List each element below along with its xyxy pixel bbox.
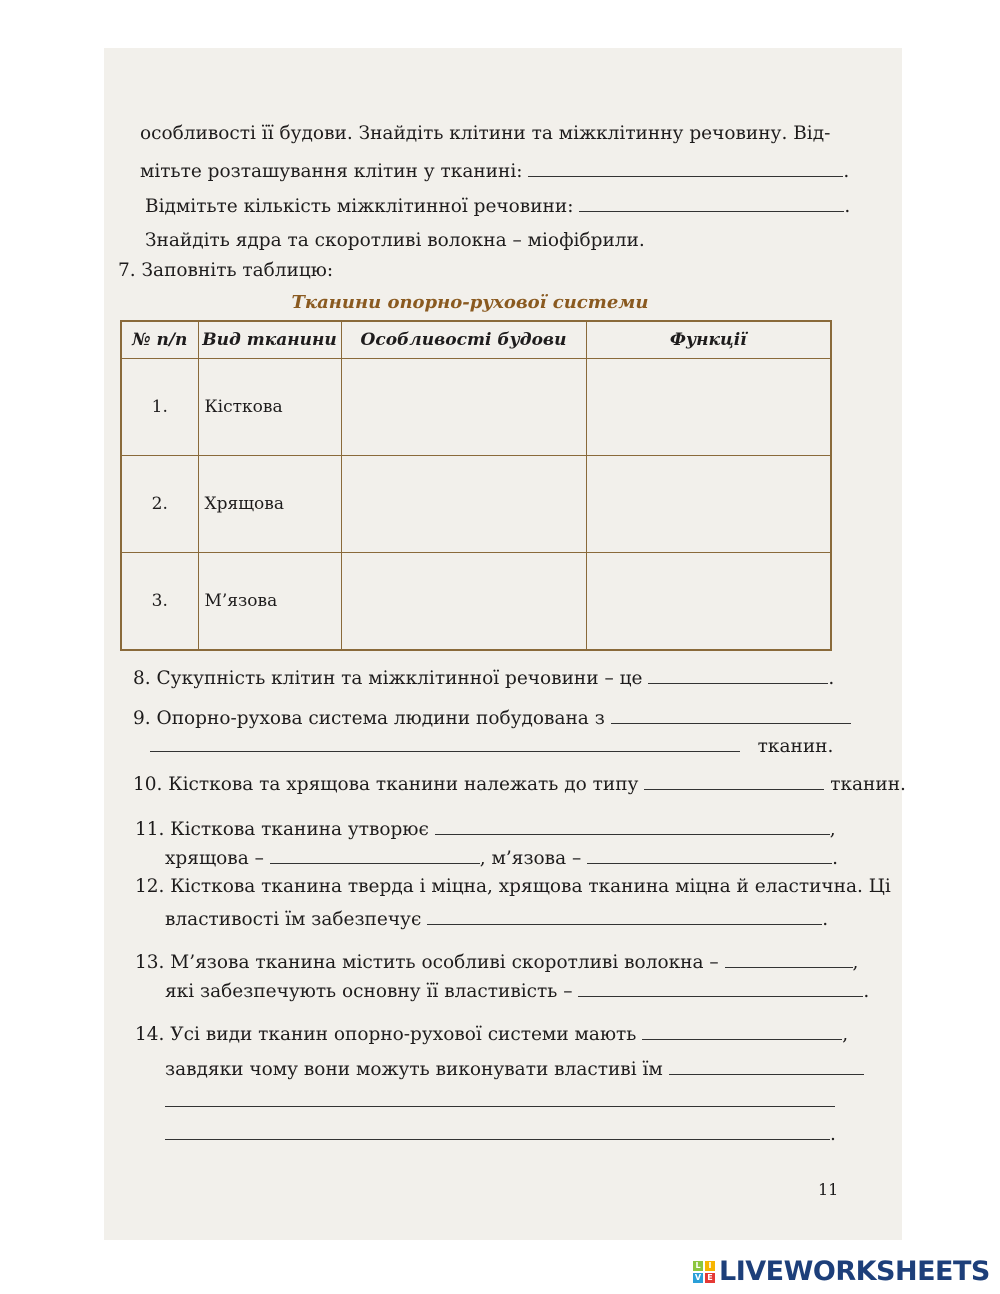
label: 13. М’язова тканина містить особливі скоротливі волокна – <box>135 952 719 973</box>
answer-blank[interactable] <box>165 1090 835 1107</box>
label: 8. Сукупність клітин та міжклітинної речовини – це <box>133 668 643 689</box>
answer-blank[interactable] <box>150 735 740 752</box>
header-cell: Функції <box>586 321 831 359</box>
label: завдяки чому вони можуть виконувати властиві їм <box>165 1059 663 1080</box>
label: властивості їм забезпечує <box>165 909 422 930</box>
question-10 <box>133 773 906 797</box>
answer-blank[interactable] <box>587 847 832 864</box>
question-12: 12. Кісткова тканина тверда і міцна, хрящова тканина міцна й еластична. Ці <box>135 876 891 897</box>
answer-blank[interactable] <box>578 980 863 997</box>
tissue-type: Кісткова <box>198 359 341 456</box>
label: 10. Кісткова та хрящова тканини належать до типу <box>133 774 639 795</box>
tissue-type: Хрящова <box>198 456 341 553</box>
question-13-cont: які забезпечують основну її властивість – . <box>165 981 870 1002</box>
function-cell[interactable] <box>586 553 831 651</box>
table-header <box>121 321 831 359</box>
table-row <box>121 553 831 651</box>
question-14-line <box>165 1090 835 1114</box>
question-8: 8. Сукупність клітин та міжклітинної речовини – це . <box>133 668 835 689</box>
logo-icon: L I V E <box>692 1260 716 1284</box>
function-cell[interactable] <box>586 456 831 553</box>
answer-blank[interactable] <box>165 1123 830 1140</box>
question-12-cont: властивості їм забезпечує . <box>165 909 829 930</box>
label: 9. Опорно-рухова система людини побудована з <box>133 708 605 729</box>
table-row <box>121 359 831 456</box>
question-13: 13. М’язова тканина містить особливі скоротливі волокна – , <box>135 952 859 973</box>
answer-blank[interactable] <box>611 707 851 724</box>
liveworksheets-logo <box>692 1256 990 1287</box>
row-number: 1. <box>121 359 198 456</box>
structure-cell[interactable] <box>341 359 586 456</box>
label: тканин. <box>830 774 906 795</box>
answer-blank[interactable] <box>669 1058 864 1075</box>
label: хрящова – <box>165 848 264 869</box>
header-cell: Особливості будови <box>341 321 586 359</box>
question-14-cont <box>165 1058 864 1082</box>
answer-blank[interactable] <box>435 818 830 835</box>
header-cell: Вид тканини <box>198 321 341 359</box>
label: Відмітьте кількість міжклітинної речовини: <box>145 196 574 217</box>
label: мітьте розташування клітин у тканині: <box>140 161 523 182</box>
answer-blank[interactable] <box>648 667 828 684</box>
tissue-type: М’язова <box>198 553 341 651</box>
text-line: особливості її будови. Знайдіть клітини та міжклітинну речовину. Від- <box>140 123 831 144</box>
label: тканин. <box>757 736 834 757</box>
answer-blank[interactable] <box>528 160 843 177</box>
label: 11. Кісткова тканина утворює <box>135 819 429 840</box>
question-9-cont <box>150 735 833 759</box>
table-caption: Тканини опорно-рухової системи <box>291 292 649 313</box>
row-number: 3. <box>121 553 198 651</box>
structure-cell[interactable] <box>341 553 586 651</box>
structure-cell[interactable] <box>341 456 586 553</box>
answer-blank[interactable] <box>642 1023 842 1040</box>
question-14: 14. Усі види тканин опорно-рухової системи мають , <box>135 1024 849 1045</box>
answer-blank[interactable] <box>725 951 853 968</box>
question-11-cont: хрящова – , м’язова – . <box>165 848 839 869</box>
answer-blank[interactable] <box>427 908 822 925</box>
table-row <box>121 456 831 553</box>
label: 14. Усі види тканин опорно-рухової системи мають <box>135 1024 637 1045</box>
text-line: Відмітьте кількість міжклітинної речовини: . <box>145 196 851 217</box>
label: які забезпечують основну її властивість – <box>165 981 573 1002</box>
text-line: мітьте розташування клітин у тканині: . <box>140 161 850 182</box>
row-number: 2. <box>121 456 198 553</box>
question-9 <box>133 707 851 731</box>
tissue-table <box>120 320 832 651</box>
question-14-line: . <box>165 1123 836 1147</box>
task-7: 7. Заповніть таблицю: <box>118 260 334 281</box>
page-number: 11 <box>818 1180 839 1199</box>
question-11: 11. Кісткова тканина утворює , <box>135 819 836 840</box>
header-cell: № п/п <box>121 321 198 359</box>
answer-blank[interactable] <box>270 847 480 864</box>
logo-text: LIVEWORKSHEETS <box>719 1256 990 1287</box>
label: , м’язова – <box>479 848 582 869</box>
text-line: Знайдіть ядра та скоротливі волокна – міофібрили. <box>145 230 645 251</box>
answer-blank[interactable] <box>579 195 844 212</box>
answer-blank[interactable] <box>644 773 824 790</box>
function-cell[interactable] <box>586 359 831 456</box>
